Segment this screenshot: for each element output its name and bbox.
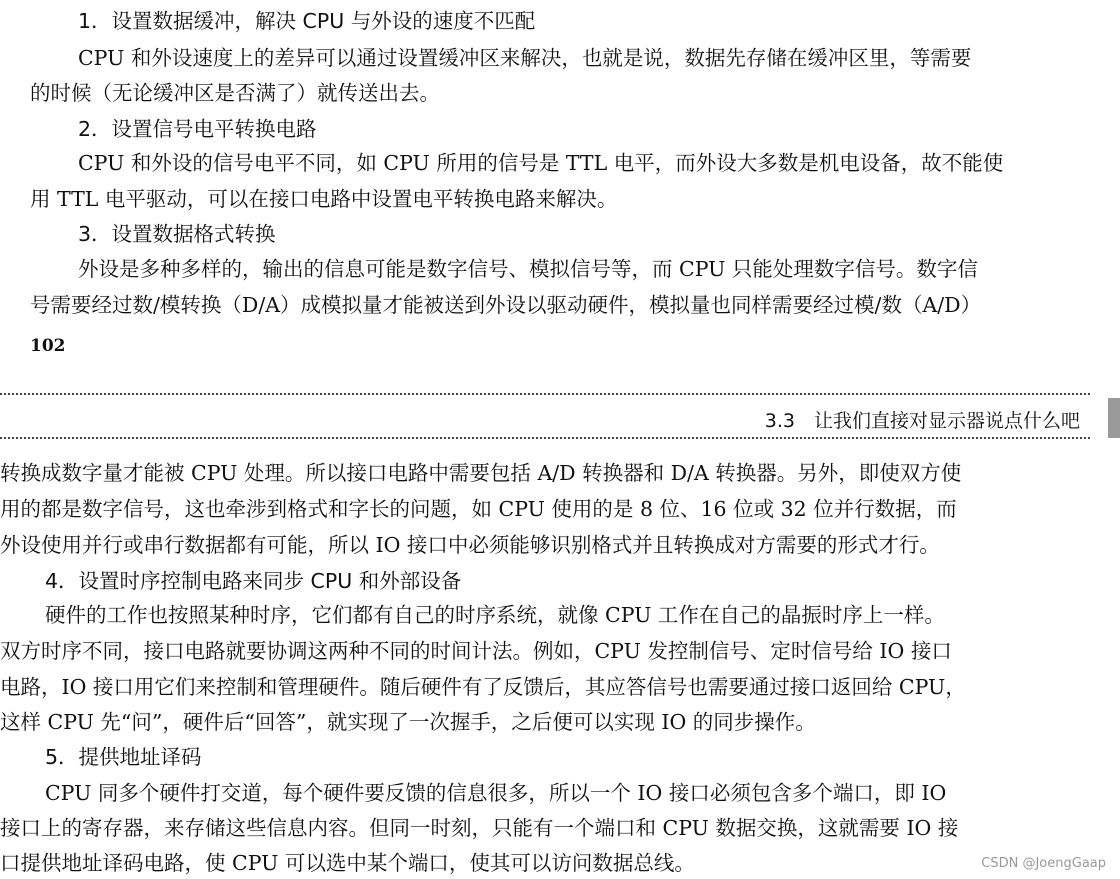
page-number: 102 bbox=[30, 336, 66, 356]
running-header: 3.3 让我们直接对显示器说点什么吧 bbox=[764, 410, 1080, 432]
paragraph-line: 口提供地址译码电路，使 CPU 可以选中某个端口，使其可以访问数据总线。 bbox=[0, 851, 695, 875]
watermark: CSDN @JoengGaap bbox=[981, 856, 1106, 871]
section-heading-3: 3．设置数据格式转换 bbox=[78, 222, 276, 246]
paragraph-line: 的时候（无论缓冲区是否满了）就传送出去。 bbox=[30, 81, 440, 105]
paragraph-line: 转换成数字量才能被 CPU 处理。所以接口电路中需要包括 A/D 转换器和 D/A 转换器。另外，即使双方使 bbox=[0, 461, 962, 485]
paragraph-line: 电路，IO 接口用它们来控制和管理硬件。随后硬件有了反馈后，其应答信号也需要通过接口返回给 CPU， bbox=[0, 675, 966, 699]
section-heading-4: 4．设置时序控制电路来同步 CPU 和外部设备 bbox=[45, 569, 462, 593]
section-heading-1: 1．设置数据缓冲，解决 CPU 与外设的速度不匹配 bbox=[78, 9, 536, 33]
paragraph-line: 这样 CPU 先“问”，硬件后“回答”，就实现了一次握手，之后便可以实现 IO 的同步操作。 bbox=[0, 710, 816, 734]
header-rule-bottom bbox=[0, 437, 1090, 439]
paragraph-line: 外设使用并行或串行数据都有可能，所以 IO 接口中必须能够识别格式并且转换成对方需要的形式才行。 bbox=[0, 533, 940, 557]
paragraph-line: 用 TTL 电平驱动，可以在接口电路中设置电平转换电路来解决。 bbox=[30, 187, 618, 211]
section-heading-2: 2．设置信号电平转换电路 bbox=[78, 117, 317, 141]
paragraph-line: CPU 和外设的信号电平不同，如 CPU 所用的信号是 TTL 电平，而外设大多数是机电设备，故不能使 bbox=[78, 151, 1004, 175]
paragraph-line: 外设是多种多样的，输出的信息可能是数字信号、模拟信号等，而 CPU 只能处理数字信号。数字信 bbox=[78, 257, 978, 281]
paragraph-line: 号需要经过数/模转换（D/A）成模拟量才能被送到外设以驱动硬件，模拟量也同样需要经过模/数（A/D） bbox=[30, 293, 982, 317]
paragraph-line: CPU 和外设速度上的差异可以通过设置缓冲区来解决，也就是说，数据先存储在缓冲区里，等需要 bbox=[78, 46, 972, 70]
paragraph-line: 双方时序不同，接口电路就要协调这两种不同的时间计法。例如，CPU 发控制信号、定时信号给 IO 接口 bbox=[0, 639, 952, 663]
page-edge-tab bbox=[1108, 398, 1120, 438]
paragraph-line: 硬件的工作也按照某种时序，它们都有自己的时序系统，就像 CPU 工作在自己的晶振时序上一样。 bbox=[45, 603, 945, 627]
section-heading-5: 5．提供地址译码 bbox=[45, 745, 202, 769]
paragraph-line: CPU 同多个硬件打交道，每个硬件要反馈的信息很多，所以一个 IO 接口必须包含多个端口，即 IO bbox=[45, 781, 947, 805]
paragraph-line: 接口上的寄存器，来存储这些信息内容。但同一时刻，只能有一个端口和 CPU 数据交换，这就需要 IO 接 bbox=[0, 816, 959, 840]
paragraph-line: 用的都是数字信号，这也牵涉到格式和字长的问题，如 CPU 使用的是 8 位、16 位或 32 位并行数据，而 bbox=[0, 497, 957, 521]
header-rule-top bbox=[0, 393, 1090, 395]
